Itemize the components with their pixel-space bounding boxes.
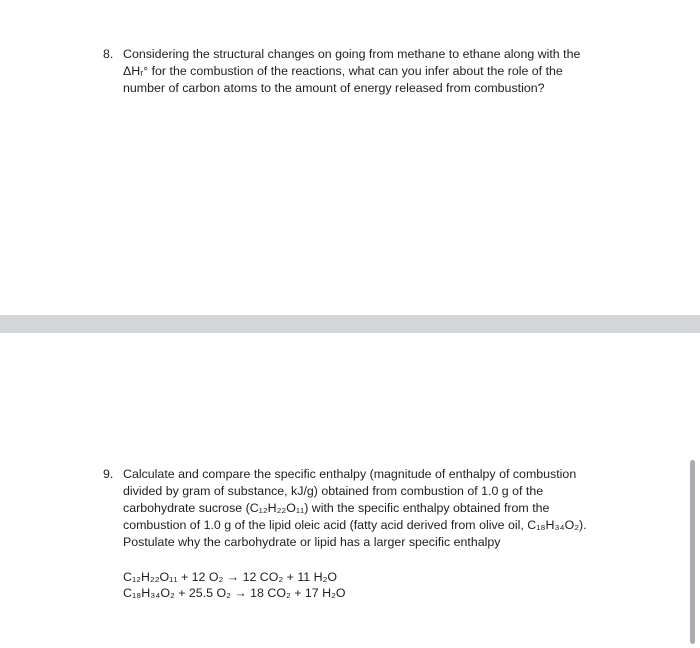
question-9-line: Postulate why the carbohydrate or lipid has a larger specific enthalpy <box>123 535 501 549</box>
question-9-text <box>123 466 603 551</box>
question-8-line: number of carbon atoms to the amount of energy released from combustion? <box>123 81 545 95</box>
vertical-scrollbar[interactable] <box>690 460 695 644</box>
question-9-line: Calculate and compare the specific enthalpy (magnitude of enthalpy of combustion <box>123 467 577 481</box>
question-9-line: divided by gram of substance, kJ/g) obtained from combustion of 1.0 g of the <box>123 484 544 498</box>
question-8-line: Considering the structural changes on going from methane to ethane along with the <box>123 47 581 61</box>
sucrose-combustion-equation: C₁₂H₂₂O₁₁ + 12 O₂ → 12 CO₂ + 11 H₂O <box>123 570 338 584</box>
question-9-line: carbohydrate sucrose (C₁₂H₂₂O₁₁) with the specific enthalpy obtained from the <box>123 501 550 515</box>
oleic-acid-combustion-equation: C₁₈H₃₄O₂ + 25.5 O₂ → 18 CO₂ + 17 H₂O <box>123 586 346 600</box>
reaction-equations <box>123 569 346 601</box>
document-page-2 <box>0 333 700 648</box>
document-page-1 <box>0 0 700 315</box>
question-9-line: combustion of 1.0 g of the lipid oleic acid (fatty acid derived from olive oil, C₁₈H₃₄O₂). <box>123 518 587 532</box>
question-8-number: 8. <box>103 47 114 61</box>
question-9-number: 9. <box>103 467 114 481</box>
page-separator <box>0 315 700 333</box>
question-8-line: ΔHᵣ° for the combustion of the reactions, what can you infer about the role of the <box>123 64 563 78</box>
question-8-text <box>123 46 603 97</box>
